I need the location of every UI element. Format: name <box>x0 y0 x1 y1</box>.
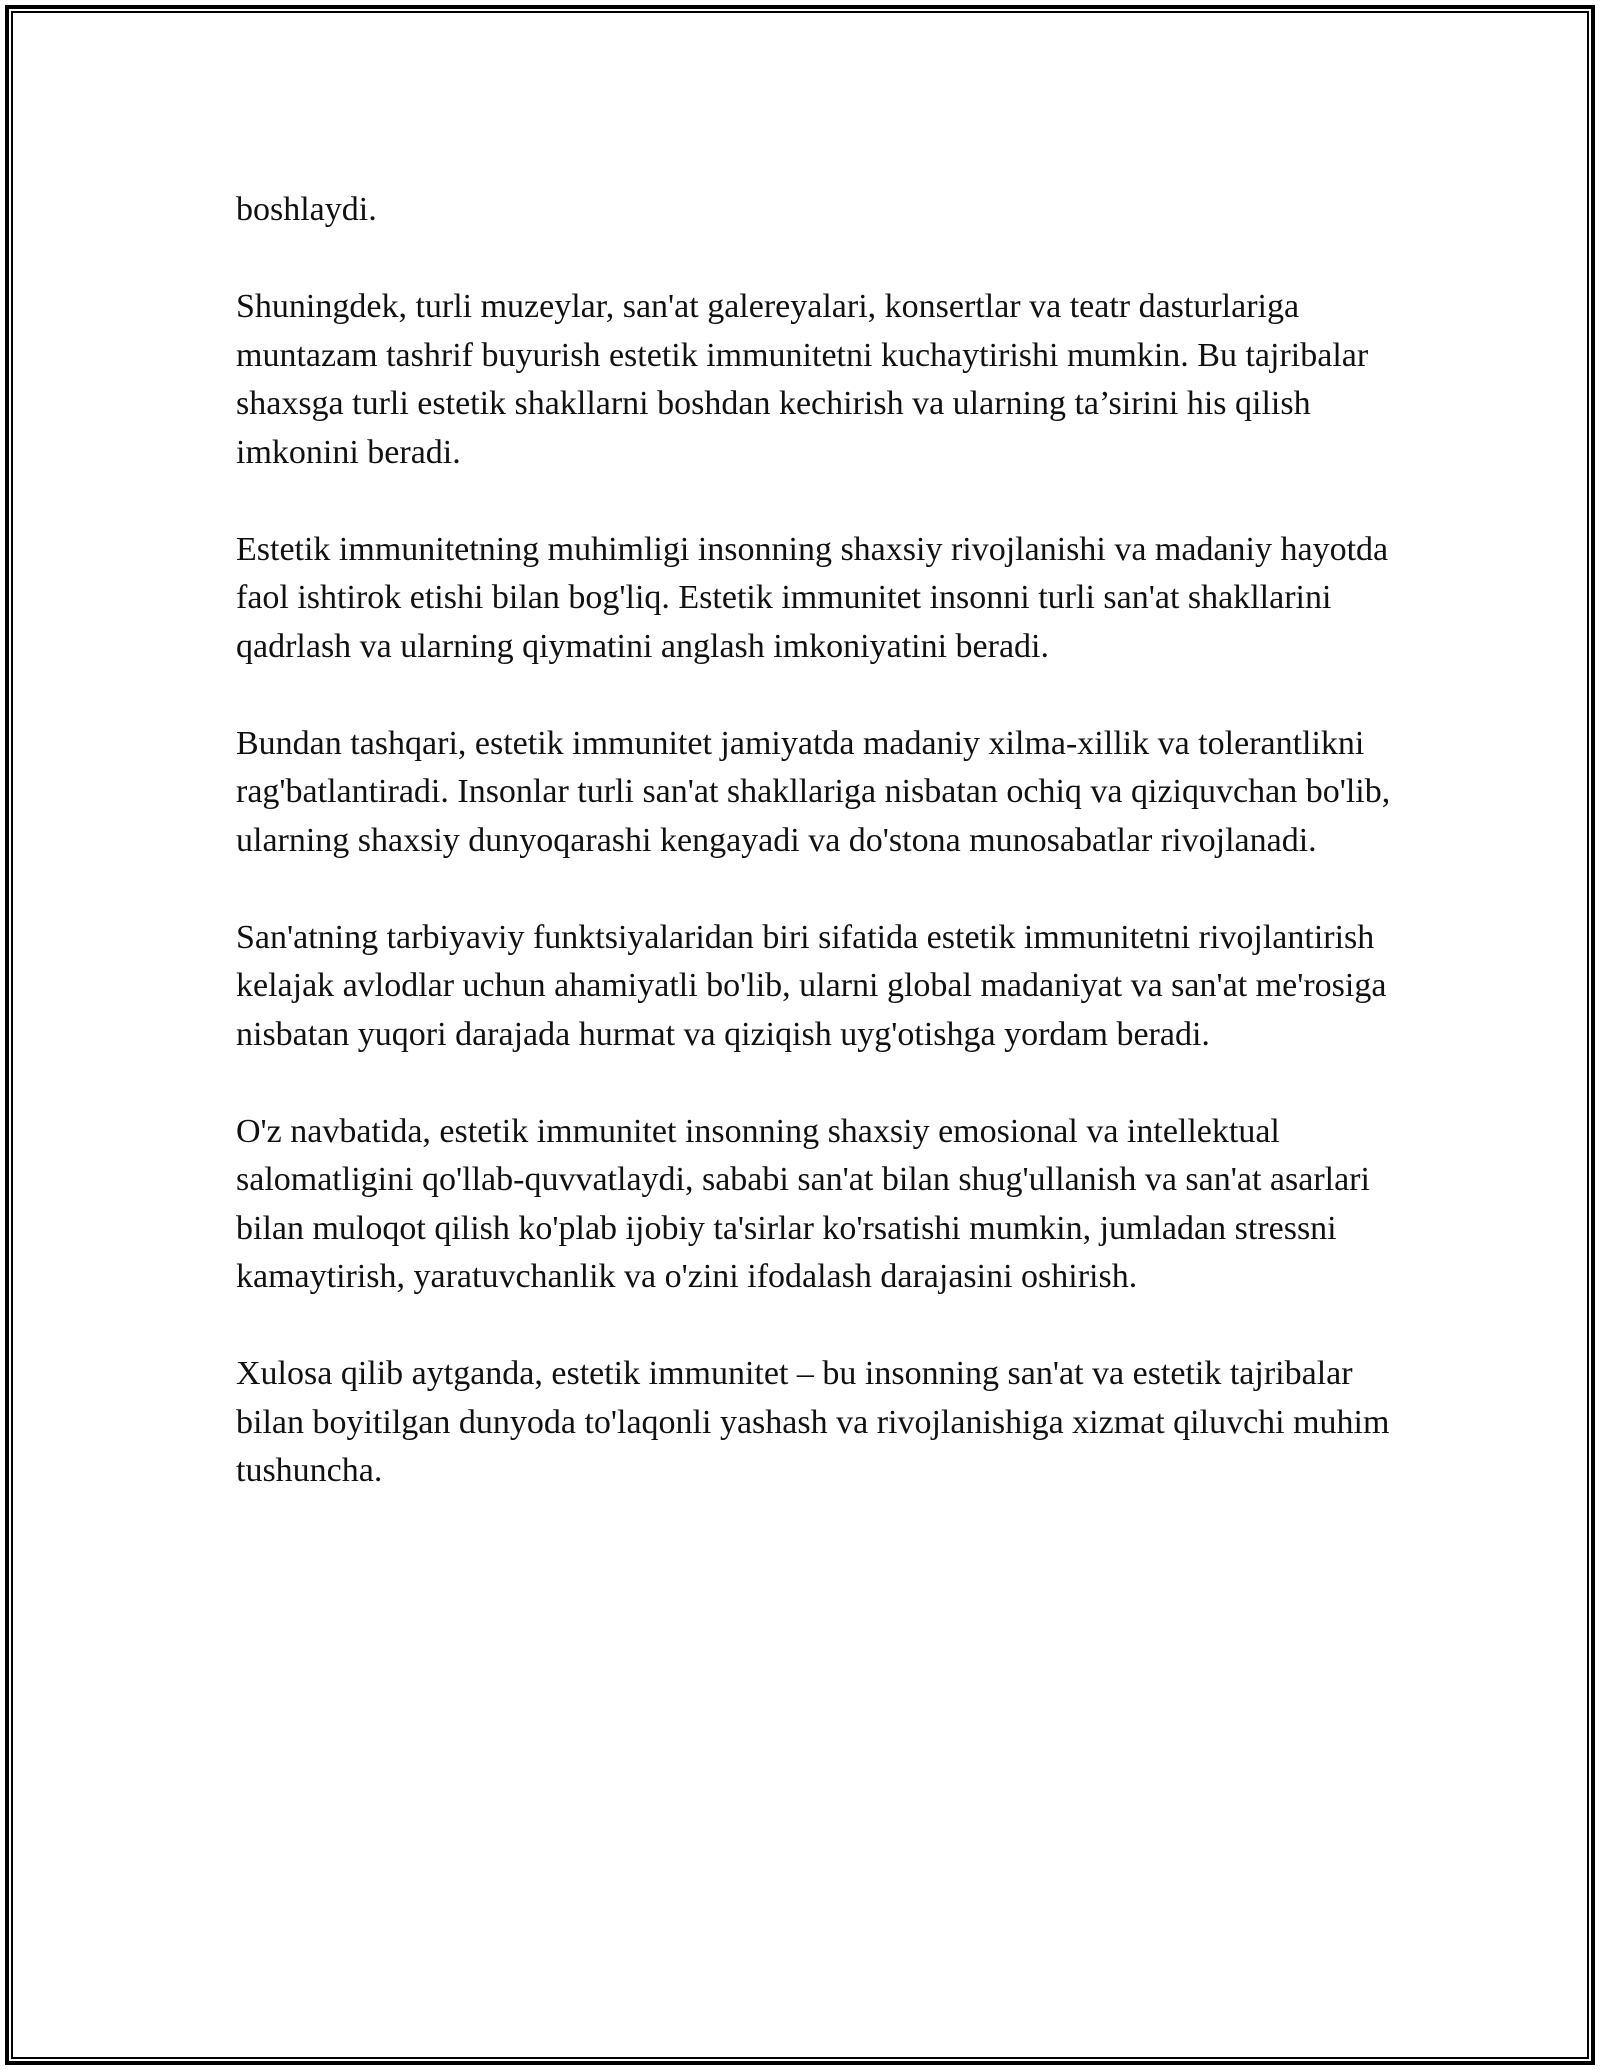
paragraph-conclusion: Xulosa qilib aytganda, estetik immunitet – bu insonning san'at va estetik tajribalar bilan boyitilgan dunyoda to'laqonli yashash va rivojlanishiga xizmat qiluvchi muhim tushuncha. <box>236 1355 1390 1489</box>
paragraph-education: San'atning tarbiyaviy funktsiyalaridan biri sifatida estetik immunitetni rivojlantirish kelajak avlodlar uchun ahamiyatli bo'lib, ularni global madaniyat va san'at me'rosiga nisbatan yuqori darajada hurmat va qiziqish uyg'otishga yordam beradi. <box>236 918 1387 1053</box>
paragraph-tolerance: Bundan tashqari, estetik immunitet jamiyatda madaniy xilma-xillik va tolerantlikni rag'batlantiradi. Insonlar turli san'at shakllariga nisbatan ochiq va qiziquvchan bo'lib, ularning shaxsiy dunyoqarashi kengayadi va do'stona munosabatlar rivojlanadi. <box>236 724 1391 859</box>
paragraph-importance: Estetik immunitetning muhimligi insonning shaxsiy rivojlanishi va madaniy hayotda faol ishtirok etishi bilan bog'liq. Estetik immunitet insonni turli san'at shakllarini qadrlash va ularning qiymatini anglash imkoniyatini beradi. <box>236 530 1389 665</box>
paragraph-continuation: boshlaydi. <box>236 191 377 228</box>
document-body <box>236 186 1396 1496</box>
paragraph-health: O'z navbatida, estetik immunitet insonning shaxsiy emosional va intellektual salomatligini qo'llab-quvvatlaydi, sababi san'at bilan shug'ullanish va san'at asarlari bilan muloqot qilish ko'plab ijobiy ta'sirlar ko'rsatishi mumkin, jumladan stressni kamaytirish, yaratuvchanlik va o'zini ifodalash darajasini oshirish. <box>236 1112 1370 1295</box>
paragraph-museums: Shuningdek, turli muzeylar, san'at galereyalari, konsertlar va teatr dasturlariga muntazam tashrif buyurish estetik immunitetni kuchaytirishi mumkin. Bu tajribalar shaxsga turli estetik shakllarni boshdan kechirish va ularning ta’sirini his qilish imkonini beradi. <box>236 288 1369 471</box>
